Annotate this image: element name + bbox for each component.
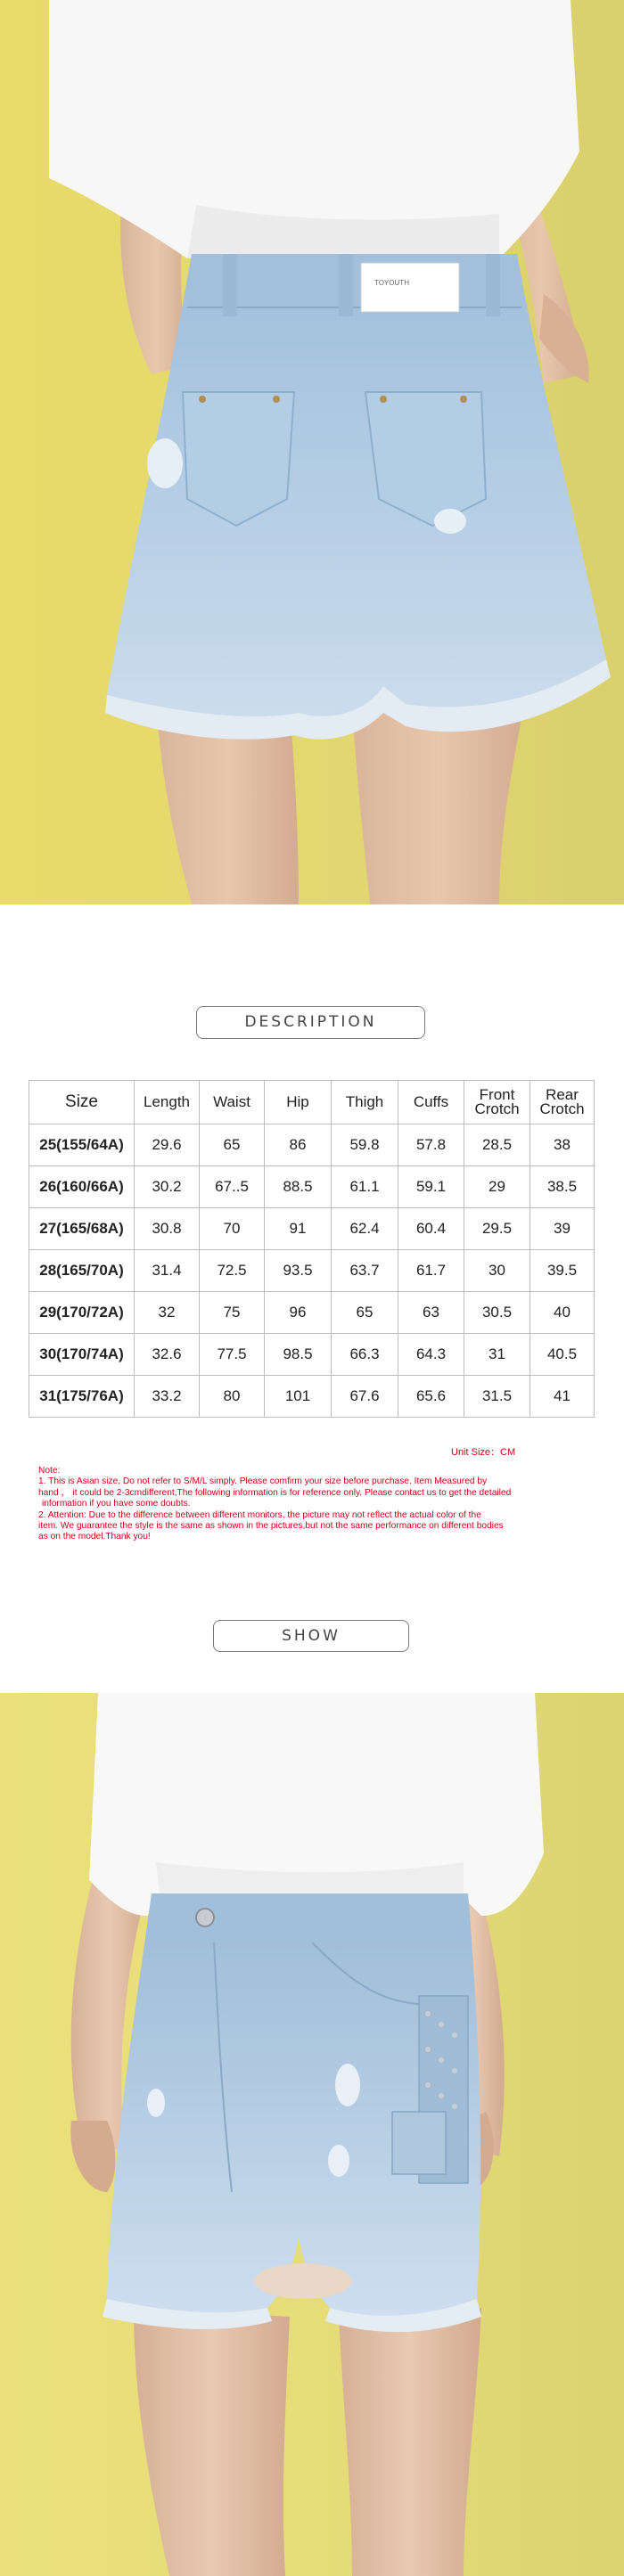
hip-cell: 93.5 [265, 1250, 332, 1292]
front-crotch-cell: 29 [464, 1166, 530, 1208]
size-table [29, 1080, 595, 1418]
thigh-cell: 61.1 [332, 1166, 398, 1208]
length-cell: 32 [135, 1292, 200, 1334]
header-front-crotch: Front Crotch [464, 1081, 530, 1124]
thigh-cell: 59.8 [332, 1124, 398, 1166]
hip-cell: 91 [265, 1208, 332, 1250]
size-label: 29(170/72A) [29, 1292, 135, 1334]
waist-cell: 70 [200, 1208, 265, 1250]
cuffs-cell: 57.8 [398, 1124, 464, 1166]
waist-cell: 80 [200, 1376, 265, 1418]
waist-cell: 67..5 [200, 1166, 265, 1208]
rear-crotch-cell: 39.5 [530, 1250, 595, 1292]
brand-label-text: TOYOUTH [374, 279, 409, 287]
length-cell: 30.8 [135, 1208, 200, 1250]
waist-cell: 72.5 [200, 1250, 265, 1292]
thigh-cell: 63.7 [332, 1250, 398, 1292]
table-row [29, 1250, 595, 1292]
note-line: 1. This is Asian size, Do not refer to S/M/L simply. Please comfirm your size before purchase. Item Measured by [38, 1476, 488, 1487]
table-row [29, 1208, 595, 1250]
size-label: 25(155/64A) [29, 1124, 135, 1166]
rear-crotch-cell: 38 [530, 1124, 595, 1166]
front-crotch-cell: 30.5 [464, 1292, 530, 1334]
table-row [29, 1376, 595, 1418]
note-line: information if you have some doubts. [42, 1499, 191, 1509]
cuffs-cell: 64.3 [398, 1334, 464, 1376]
note-line: as on the model.Thank you! [38, 1532, 151, 1542]
size-label: 31(175/76A) [29, 1376, 135, 1418]
cuffs-cell: 61.7 [398, 1250, 464, 1292]
size-label: 30(170/74A) [29, 1334, 135, 1376]
rear-crotch-cell: 40 [530, 1292, 595, 1334]
size-label: 26(160/66A) [29, 1166, 135, 1208]
table-row [29, 1166, 595, 1208]
cuffs-cell: 60.4 [398, 1208, 464, 1250]
table-row [29, 1124, 595, 1166]
product-photo-back [0, 0, 624, 904]
front-crotch-cell: 30 [464, 1250, 530, 1292]
header-rear-crotch: Rear Crotch [530, 1081, 595, 1124]
note-title: Note: [38, 1466, 61, 1476]
waist-cell: 75 [200, 1292, 265, 1334]
back-view-illustration [0, 0, 624, 904]
note-line: item. We guarantee the style is the same as shown in the pictures,but not the same performance on different bodies [38, 1521, 504, 1532]
front-crotch-cell: 31 [464, 1334, 530, 1376]
length-cell: 32.6 [135, 1334, 200, 1376]
header-size: Size [29, 1081, 135, 1124]
header-hip: Hip [265, 1081, 332, 1124]
length-cell: 31.4 [135, 1250, 200, 1292]
table-row [29, 1292, 595, 1334]
front-crotch-cell: 29.5 [464, 1208, 530, 1250]
length-cell: 33.2 [135, 1376, 200, 1418]
header-waist: Waist [200, 1081, 265, 1124]
front-crotch-cell: 28.5 [464, 1124, 530, 1166]
thigh-cell: 67.6 [332, 1376, 398, 1418]
header-cuffs: Cuffs [398, 1081, 464, 1124]
header-length: Length [135, 1081, 200, 1124]
table-header-row [29, 1081, 595, 1124]
front-crotch-cell: 31.5 [464, 1376, 530, 1418]
cuffs-cell: 63 [398, 1292, 464, 1334]
hip-cell: 98.5 [265, 1334, 332, 1376]
cuffs-cell: 65.6 [398, 1376, 464, 1418]
thigh-cell: 62.4 [332, 1208, 398, 1250]
cuffs-cell: 59.1 [398, 1166, 464, 1208]
front-view-illustration [0, 1693, 624, 2576]
rear-crotch-cell: 39 [530, 1208, 595, 1250]
hip-cell: 96 [265, 1292, 332, 1334]
note-line: 2. Attention: Due to the difference between different monitors, the picture may not reflect the actual color of the [38, 1509, 481, 1520]
waist-cell: 77.5 [200, 1334, 265, 1376]
note-line: hand ， it could be 2-3cmdifferent,The following information is for reference only. Please contact us to get the detailed [38, 1487, 512, 1498]
size-label: 28(165/70A) [29, 1250, 135, 1292]
header-thigh: Thigh [332, 1081, 398, 1124]
length-cell: 29.6 [135, 1124, 200, 1166]
hip-cell: 86 [265, 1124, 332, 1166]
rear-crotch-cell: 41 [530, 1376, 595, 1418]
size-note [38, 1466, 538, 1543]
hip-cell: 88.5 [265, 1166, 332, 1208]
rear-crotch-cell: 40.5 [530, 1334, 595, 1376]
thigh-cell: 65 [332, 1292, 398, 1334]
show-heading: SHOW [213, 1620, 409, 1652]
product-photo-front [0, 1693, 624, 2576]
table-row [29, 1334, 595, 1376]
length-cell: 30.2 [135, 1166, 200, 1208]
thigh-cell: 66.3 [332, 1334, 398, 1376]
waist-cell: 65 [200, 1124, 265, 1166]
description-heading: DESCRIPTION [196, 1006, 425, 1039]
size-label: 27(165/68A) [29, 1208, 135, 1250]
unit-size-label: Unit Size：CM [451, 1447, 516, 1458]
rear-crotch-cell: 38.5 [530, 1166, 595, 1208]
hip-cell: 101 [265, 1376, 332, 1418]
